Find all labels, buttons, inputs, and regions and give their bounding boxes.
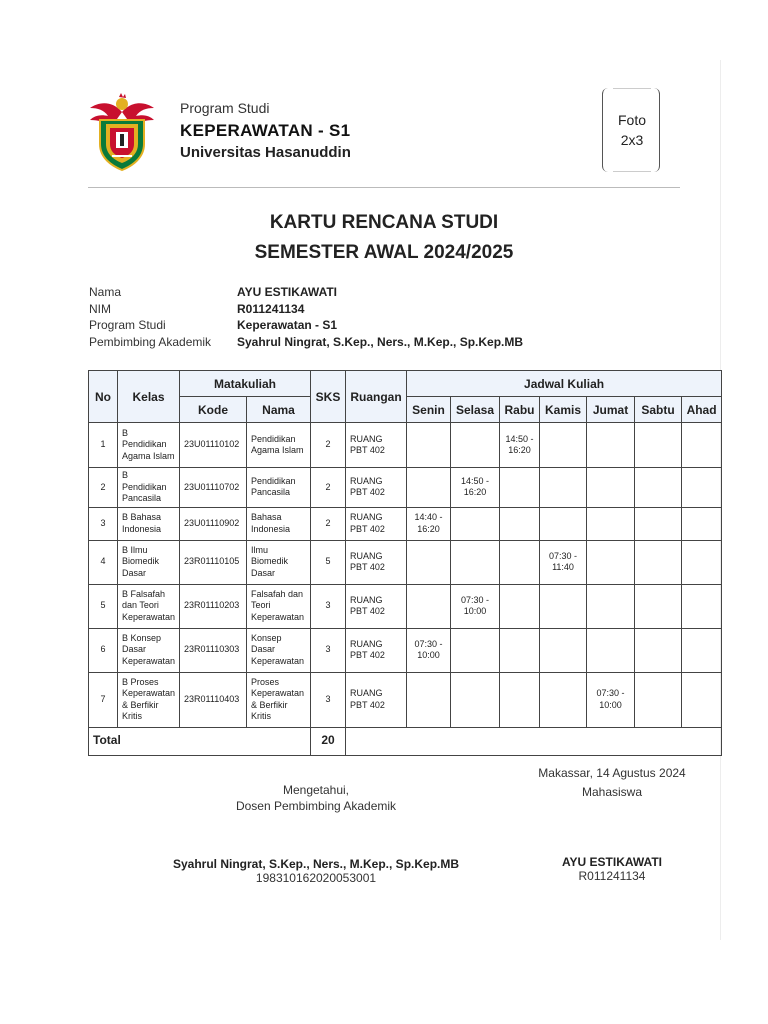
title-line-2: SEMESTER AWAL 2024/2025 [254, 242, 514, 263]
header-ruangan: Ruangan [346, 371, 407, 423]
header-matakuliah: Matakuliah [180, 371, 311, 397]
cell-selasa [451, 423, 500, 468]
cell-ahad [682, 540, 722, 584]
cell-ahad [682, 672, 722, 727]
total-label: Total [89, 727, 311, 755]
cell-ahad [682, 584, 722, 628]
cell-senin: 14:40 - 16:20 [407, 507, 451, 540]
header-nama: Nama [247, 397, 311, 423]
university-name: Universitas Hasanuddin [180, 144, 351, 161]
title-line-1: KARTU RENCANA STUDI [269, 212, 499, 233]
table-row [89, 540, 722, 584]
advisor-signature-name: Syahrul Ningrat, S.Kep., Ners., M.Kep., Sp.Kep.MB [172, 857, 460, 871]
photo-placeholder [602, 88, 660, 172]
header [86, 88, 680, 188]
cell-kode: 23R01110303 [180, 628, 247, 672]
cell-jumat: 07:30 - 10:00 [587, 672, 635, 727]
cell-nama: Pendidikan Pancasila [247, 468, 311, 508]
header-jadwal: Jadwal Kuliah [407, 371, 722, 397]
sign-place-date: Makassar, 14 Agustus 2024 [538, 766, 686, 780]
cell-kamis [540, 672, 587, 727]
cell-nama: Proses Keperawatan & Berfikir Kritis [247, 672, 311, 727]
cell-kelas: B Proses Keperawatan & Berfikir Kritis [118, 672, 180, 727]
cell-senin [407, 540, 451, 584]
table-row [89, 468, 722, 508]
cell-no: 2 [89, 468, 118, 508]
cell-sabtu [635, 540, 682, 584]
cell-no: 7 [89, 672, 118, 727]
cell-rabu [500, 628, 540, 672]
cell-nama: Falsafah dan Teori Keperawatan [247, 584, 311, 628]
cell-senin [407, 468, 451, 508]
total-row [89, 727, 722, 755]
cell-rabu [500, 468, 540, 508]
cell-ruangan: RUANG PBT 402 [346, 584, 407, 628]
cell-kamis [540, 628, 587, 672]
photo-label: Foto [617, 112, 646, 128]
cell-kelas: B Falsafah dan Teori Keperawatan [118, 584, 180, 628]
info-row-nim [89, 301, 689, 318]
cell-ruangan: RUANG PBT 402 [346, 507, 407, 540]
program-label: Program Studi [180, 100, 270, 116]
sign-acknowledgement [180, 782, 452, 814]
cell-selasa [451, 672, 500, 727]
cell-nama: Bahasa Indonesia [247, 507, 311, 540]
university-logo [86, 92, 158, 172]
info-row-program [89, 317, 689, 334]
cell-kode: 23U01110902 [180, 507, 247, 540]
nim-label: NIM [89, 301, 111, 316]
cell-ahad [682, 628, 722, 672]
cell-nama: Pendidikan Agama Islam [247, 423, 311, 468]
cell-sks: 2 [311, 468, 346, 508]
header-kode: Kode [180, 397, 247, 423]
name-label: Nama [89, 285, 122, 299]
cell-kamis [540, 507, 587, 540]
header-divider [88, 187, 680, 188]
cell-sks: 3 [311, 628, 346, 672]
cell-ruangan: RUANG PBT 402 [346, 468, 407, 508]
know-line-2: Dosen Pembimbing Akademik [235, 799, 397, 813]
cell-ruangan: RUANG PBT 402 [346, 628, 407, 672]
cell-sabtu [635, 468, 682, 508]
cell-jumat [587, 468, 635, 508]
info-row-advisor [89, 334, 689, 351]
cell-sabtu [635, 423, 682, 468]
cell-rabu [500, 507, 540, 540]
cell-ruangan: RUANG PBT 402 [346, 540, 407, 584]
program-study-value: Keperawatan - S1 [237, 318, 338, 332]
cell-sks: 5 [311, 540, 346, 584]
header-rabu: Rabu [500, 397, 540, 423]
cell-kamis [540, 584, 587, 628]
cell-ruangan: RUANG PBT 402 [346, 423, 407, 468]
header-kamis: Kamis [540, 397, 587, 423]
table-row [89, 584, 722, 628]
cell-ahad [682, 468, 722, 508]
cell-no: 1 [89, 423, 118, 468]
cell-ruangan: RUANG PBT 402 [346, 672, 407, 727]
header-senin: Senin [407, 397, 451, 423]
cell-senin [407, 672, 451, 727]
cell-kode: 23R01110203 [180, 584, 247, 628]
know-line-1: Mengetahui, [282, 783, 350, 797]
program-name: KEPERAWATAN - S1 [180, 121, 351, 140]
cell-kelas: B Pendidikan Agama Islam [118, 423, 180, 468]
cell-selasa [451, 507, 500, 540]
cell-no: 4 [89, 540, 118, 584]
header-ahad: Ahad [682, 397, 722, 423]
cell-jumat [587, 628, 635, 672]
cell-kamis [540, 468, 587, 508]
cell-senin [407, 423, 451, 468]
cell-rabu: 14:50 - 16:20 [500, 423, 540, 468]
cell-ahad [682, 507, 722, 540]
advisor-nip: 198310162020053001 [255, 871, 377, 885]
table-row [89, 672, 722, 727]
cell-rabu [500, 672, 540, 727]
cell-sks: 3 [311, 672, 346, 727]
header-kelas: Kelas [118, 371, 180, 423]
cell-selasa [451, 628, 500, 672]
advisor-label: Pembimbing Akademik [89, 334, 212, 349]
cell-no: 3 [89, 507, 118, 540]
cell-sabtu [635, 628, 682, 672]
cell-sks: 2 [311, 507, 346, 540]
cell-kelas: B Bahasa Indonesia [118, 507, 180, 540]
student-info [89, 284, 689, 350]
cell-nama: Ilmu Biomedik Dasar [247, 540, 311, 584]
cell-kamis [540, 423, 587, 468]
cell-nama: Konsep Dasar Keperawatan [247, 628, 311, 672]
cell-selasa: 07:30 - 10:00 [451, 584, 500, 628]
header-no: No [89, 371, 118, 423]
cell-kode: 23R01110105 [180, 540, 247, 584]
cell-sks: 2 [311, 423, 346, 468]
cell-kelas: B Konsep Dasar Keperawatan [118, 628, 180, 672]
cell-kode: 23U01110702 [180, 468, 247, 508]
cell-no: 6 [89, 628, 118, 672]
cell-kelas: B Ilmu Biomedik Dasar [118, 540, 180, 584]
cell-rabu [500, 584, 540, 628]
cell-senin: 07:30 - 10:00 [407, 628, 451, 672]
cell-kelas: B Pendidikan Pancasila [118, 468, 180, 508]
cell-jumat [587, 507, 635, 540]
document-title [0, 208, 768, 268]
cell-rabu [500, 540, 540, 584]
table-row [89, 423, 722, 468]
cell-senin [407, 584, 451, 628]
header-sabtu: Sabtu [635, 397, 682, 423]
cell-selasa [451, 540, 500, 584]
cell-jumat [587, 584, 635, 628]
header-selasa: Selasa [451, 397, 500, 423]
header-jumat: Jumat [587, 397, 635, 423]
student-signature-name: AYU ESTIKAWATI [561, 855, 662, 869]
name-value: AYU ESTIKAWATI [237, 285, 338, 299]
info-row-name [89, 284, 689, 301]
cell-no: 5 [89, 584, 118, 628]
cell-sabtu [635, 507, 682, 540]
total-empty [346, 727, 722, 755]
cell-sabtu [635, 584, 682, 628]
cell-kamis: 07:30 - 11:40 [540, 540, 587, 584]
total-sks: 20 [311, 727, 346, 755]
cell-sks: 3 [311, 584, 346, 628]
course-schedule-table [88, 370, 722, 756]
cell-ahad [682, 423, 722, 468]
cell-kode: 23U01110102 [180, 423, 247, 468]
advisor-value: Syahrul Ningrat, S.Kep., Ners., M.Kep., Sp.Kep.MB [237, 334, 524, 349]
nim-value: R011241134 [237, 301, 305, 316]
sign-student-role: Mahasiswa [581, 785, 643, 799]
header-sks: SKS [311, 371, 346, 423]
cell-jumat [587, 423, 635, 468]
cell-sabtu [635, 672, 682, 727]
student-signature-nim: R011241134 [578, 869, 646, 883]
cell-selasa: 14:50 - 16:20 [451, 468, 500, 508]
program-study-label: Program Studi [89, 318, 166, 332]
photo-size: 2x3 [620, 132, 644, 148]
cell-jumat [587, 540, 635, 584]
cell-kode: 23R01110403 [180, 672, 247, 727]
table-row [89, 628, 722, 672]
table-row [89, 507, 722, 540]
